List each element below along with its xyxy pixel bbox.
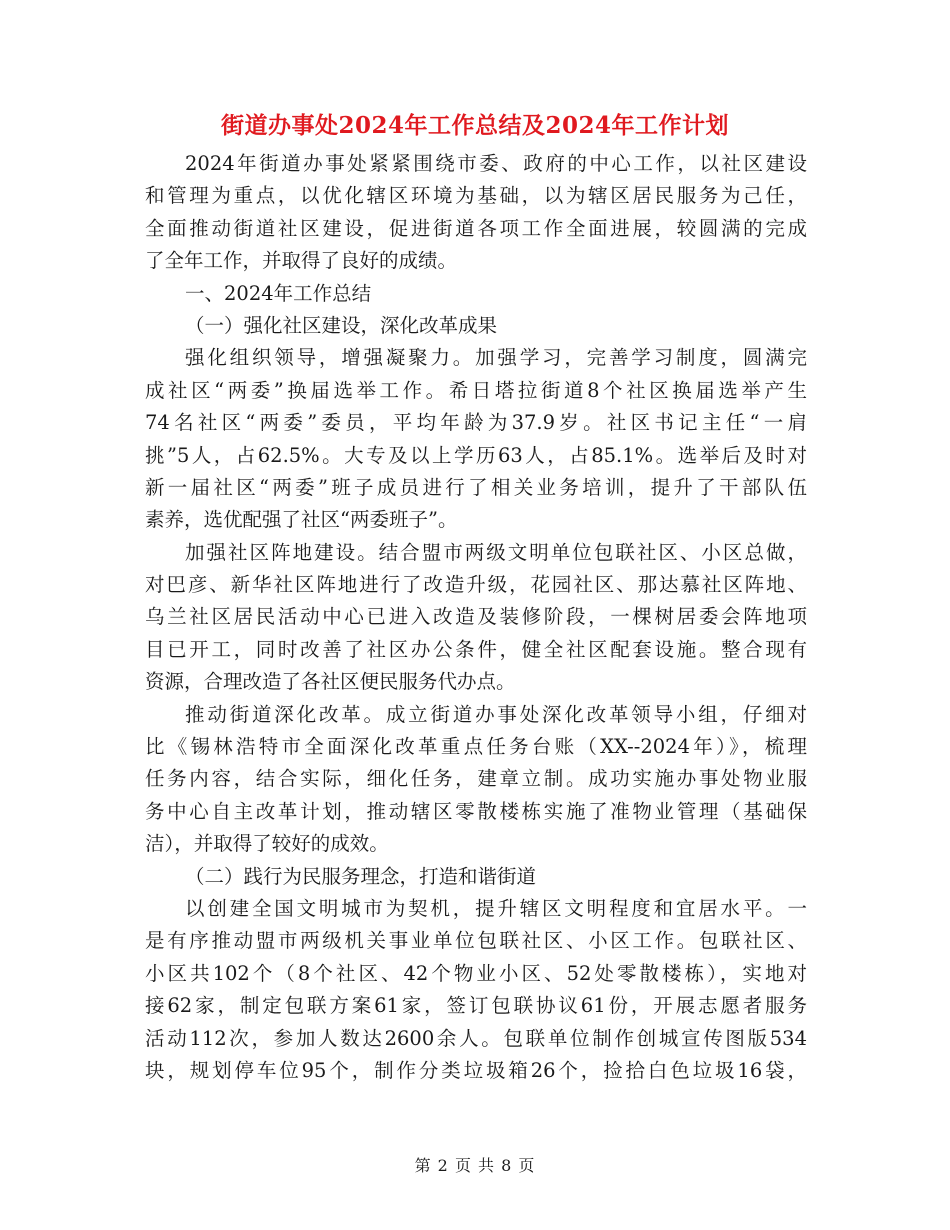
text-line: 素养，选优配强了社区“两委班子”。	[145, 508, 458, 532]
text-line: 了全年工作，并取得了良好的成绩。	[145, 249, 458, 273]
text-line: （一）强化社区建设，深化改革成果	[185, 313, 498, 337]
text-line: 小区共102个（8个社区、42个物业小区、52处零散楼栋），实地对	[145, 961, 807, 985]
text-line: 全面推动街道社区建设，促进街道各项工作全面进展，较圆满的完成	[145, 216, 807, 240]
text-line: （二）践行为民服务理念，打造和谐街道	[185, 864, 537, 888]
text-line: 成社区“两委”换届选举工作。希日塔拉街道8个社区换届选举产生	[145, 378, 807, 402]
text-line: 和管理为重点，以优化辖区环境为基础，以为辖区居民服务为己任，	[145, 184, 807, 208]
text-line: 资源，合理改造了各社区便民服务代办点。	[145, 670, 516, 694]
text-line: 比《锡林浩特市全面深化改革重点任务台账（XX--2024年）》，梳理	[145, 735, 807, 759]
text-line: 新一届社区“两委”班子成员进行了相关业务培训，提升了干部队伍	[145, 475, 807, 499]
text-line: 加强社区阵地建设。结合盟市两级文明单位包联社区、小区总做，	[185, 540, 807, 564]
text-line: 推动街道深化改革。成立街道办事处深化改革领导小组，仔细对	[185, 702, 807, 726]
text-line: 一、2024年工作总结	[185, 281, 372, 305]
text-line: 以创建全国文明城市为契机，提升辖区文明程度和宜居水平。一	[185, 896, 807, 920]
text-line: 接62家，制定包联方案61家，签订包联协议61份，开展志愿者服务	[145, 994, 807, 1018]
text-line: 强化组织领导，增强凝聚力。加强学习，完善学习制度，圆满完	[185, 346, 807, 370]
document-body	[145, 148, 807, 1087]
text-line: 乌兰社区居民活动中心已进入改造及装修阶段，一棵树居委会阵地项	[145, 605, 807, 629]
text-line: 挑”5人，占62.5%。大专及以上学历63人，占85.1%。选举后及时对	[145, 443, 807, 467]
text-line: 2024年街道办事处紧紧围绕市委、政府的中心工作，以社区建设	[185, 152, 807, 175]
text-line: 块，规划停车位95个，制作分类垃圾箱26个，捡拾白色垃圾16袋，	[145, 1058, 807, 1082]
page-footer: 第 2 页 共 8 页	[414, 1156, 536, 1175]
text-line: 是有序推动盟市两级机关事业单位包联社区、小区工作。包联社区、	[145, 929, 807, 953]
text-line: 74名社区“两委”委员，平均年龄为37.9岁。社区书记主任“一肩	[145, 411, 807, 435]
text-line: 洁），并取得了较好的成效。	[145, 832, 389, 856]
text-line: 任务内容，结合实际，细化任务，建章立制。成功实施办事处物业服	[145, 767, 807, 791]
text-line: 活动112次，参加人数达2600余人。包联单位制作创城宣传图版534	[145, 1026, 807, 1050]
text-line: 务中心自主改革计划，推动辖区零散楼栋实施了准物业管理（基础保	[145, 799, 807, 823]
document-title: 街道办事处2024年工作总结及2024年工作计划	[220, 112, 730, 139]
text-line: 对巴彦、新华社区阵地进行了改造升级，花园社区、那达慕社区阵地、	[145, 573, 807, 597]
text-line: 目已开工，同时改善了社区办公条件，健全社区配套设施。整合现有	[145, 637, 807, 661]
